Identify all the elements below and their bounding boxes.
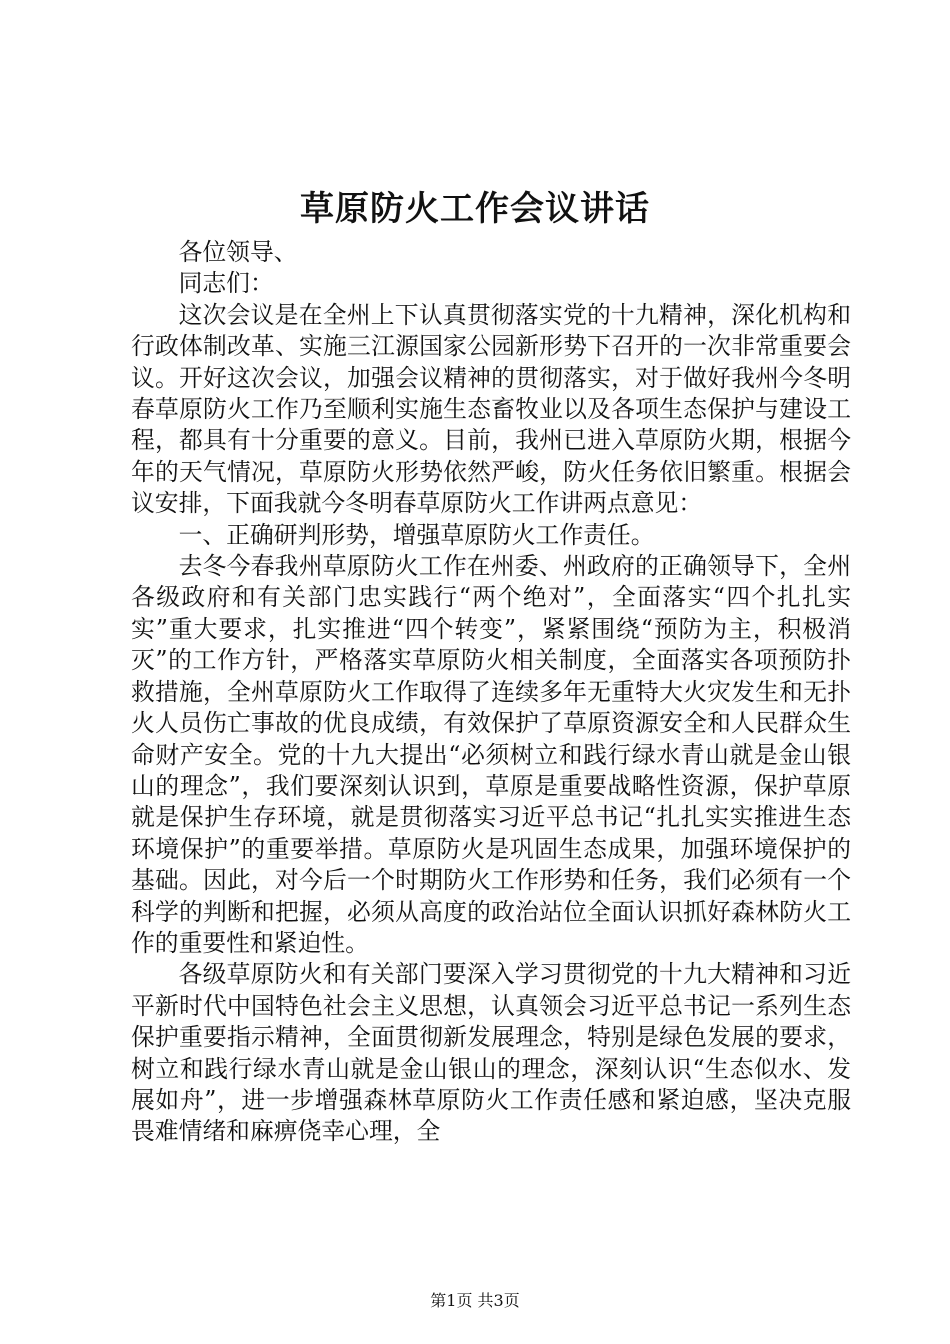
body-paragraph: 这次会议是在全州上下认真贯彻落实党的十九精神，深化机构和行政体制改革、实施三江源国家公园新形势下召开的一次非常重要会议。开好这次会议，加强会议精神的贯彻落实，对于做好我州今冬明春草原防火工作乃至顺利实施生态畜牧业以及各项生态保护与建设工程，都具有十分重要的意义。目前，我州已进入草原防火期，根据今年的天气情况，草原防火形势依然严峻，防火任务依旧繁重。根据会议安排，下面我就今冬明春草原防火工作讲两点意见： xyxy=(131,300,851,518)
page-number-footer: 第1页 共3页 xyxy=(430,1291,520,1310)
body-paragraph: 各级草原防火和有关部门要深入学习贯彻党的十九大精神和习近平新时代中国特色社会主义思想，认真领会习近平总书记一系列生态保护重要指示精神，全面贯彻新发展理念，特别是绿色发展的要求，树立和践行绿水青山就是金山银山的理念，深刻认识“生态似水、发展如舟”，进一步增强森林草原防火工作责任感和紧迫感，坚决克服畏难情绪和麻痹侥幸心理，全 xyxy=(131,960,851,1146)
salutation-line: 各位领导、 xyxy=(178,238,298,266)
salutation-line: 同志们： xyxy=(178,269,274,298)
body-paragraph: 去冬今春我州草原防火工作在州委、州政府的正确领导下，全州各级政府和有关部门忠实践行“两个绝对”，全面落实“四个扎扎实实”重大要求，扎实推进“四个转变”，紧紧围绕“预防为主，积极消灭”的工作方针，严格落实草原防火相关制度，全面落实各项预防扑救措施，全州草原防火工作取得了连续多年无重特大火灾发生和无扑火人员伤亡事故的优良成绩，有效保护了草原资源安全和人民群众生命财产安全。党的十九大提出“必须树立和践行绿水青山就是金山银山的理念”，我们要深刻认识到，草原是重要战略性资源，保护草原就是保护生存环境，就是贯彻落实习近平总书记“扎扎实实推进生态环境保护”的重要举措。草原防火是巩固生态成果，加强环境保护的基础。因此，对今后一个时期防火工作形势和任务，我们必须有一个科学的判断和把握，必须从高度的政治站位全面认识抓好森林防火工作的重要性和紧迫性。 xyxy=(131,552,851,957)
section-heading: 一、正确研判形势，增强草原防火工作责任。 xyxy=(178,520,655,549)
document-body xyxy=(131,237,851,1148)
document-title: 草原防火工作会议讲话 xyxy=(300,189,650,229)
